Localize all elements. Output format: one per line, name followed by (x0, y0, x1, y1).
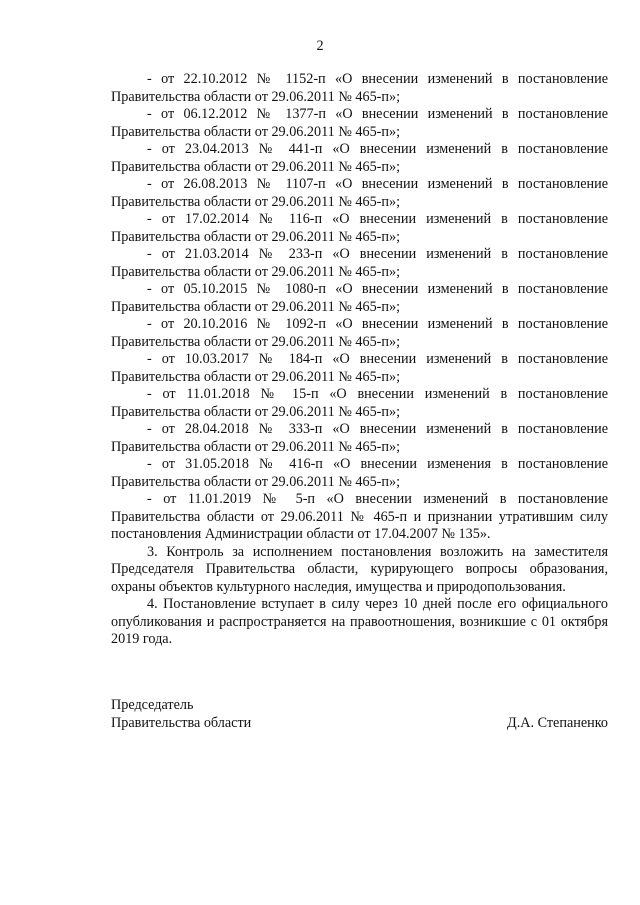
list-item: - от 26.08.2013 № 1107-п «О внесении изменений в постановление Правительства области от 29.06.2011 № 465-п»; (111, 176, 608, 210)
list-item: - от 20.10.2016 № 1092-п «О внесении изменений в постановление Правительства области от 29.06.2011 № 465-п»; (111, 316, 608, 350)
signature-row (111, 715, 608, 733)
list-item: - от 10.03.2017 № 184-п «О внесении изменений в постановление Правительства области от 29.06.2011 № 465-п»; (111, 351, 608, 385)
list-item: - от 05.10.2015 № 1080-п «О внесении изменений в постановление Правительства области от 29.06.2011 № 465-п»; (111, 281, 608, 315)
page-number: 2 (316, 38, 324, 54)
list-item: - от 31.05.2018 № 416-п «О внесении изменения в постановление Правительства области от 29.06.2011 № 465-п»; (111, 456, 608, 490)
clause-3-paragraph: 3. Контроль за исполнением постановления возложить на заместителя Председателя Правительства области, курирующего вопросы образования, охраны объектов культурного наследия, имущества и природопользования. (111, 543, 608, 595)
signatory-title-line1: Председатель (111, 697, 194, 713)
list-item: - от 23.04.2013 № 441-п «О внесении изменений в постановление Правительства области от 29.06.2011 № 465-п»; (111, 141, 608, 175)
list-item: - от 22.10.2012 № 1152-п «О внесении изменений в постановление Правительства области от 29.06.2011 № 465-п»; (111, 71, 608, 105)
document-body (111, 71, 608, 649)
list-item: - от 11.01.2018 № 15-п «О внесении изменений в постановление Правительства области от 29.06.2011 № 465-п»; (111, 386, 608, 420)
signatory-title-line2: Правительства области (111, 714, 252, 731)
signatory-name: Д.А. Степаненко (507, 714, 608, 731)
list-item: - от 21.03.2014 № 233-п «О внесении изменений в постановление Правительства области от 29.06.2011 № 465-п»; (111, 246, 608, 280)
list-item: - от 17.02.2014 № 116-п «О внесении изменений в постановление Правительства области от 29.06.2011 № 465-п»; (111, 211, 608, 245)
list-item: - от 28.04.2018 № 333-п «О внесении изменений в постановление Правительства области от 29.06.2011 № 465-п»; (111, 421, 608, 455)
list-item: - от 06.12.2012 № 1377-п «О внесении изменений в постановление Правительства области от 29.06.2011 № 465-п»; (111, 106, 608, 140)
clause-4-paragraph: 4. Постановление вступает в силу через 10 дней после его официального опубликования и распространяется на правоотношения, возникшие с 01 октября 2019 года. (111, 596, 608, 647)
list-item: - от 11.01.2019 № 5-п «О внесении изменений в постановление Правительства области от 29.06.2011 № 465-п и признании утратившим силу постановления Администрации области от 17.04.2007 № 135». (111, 491, 608, 542)
signature-block (111, 697, 608, 732)
